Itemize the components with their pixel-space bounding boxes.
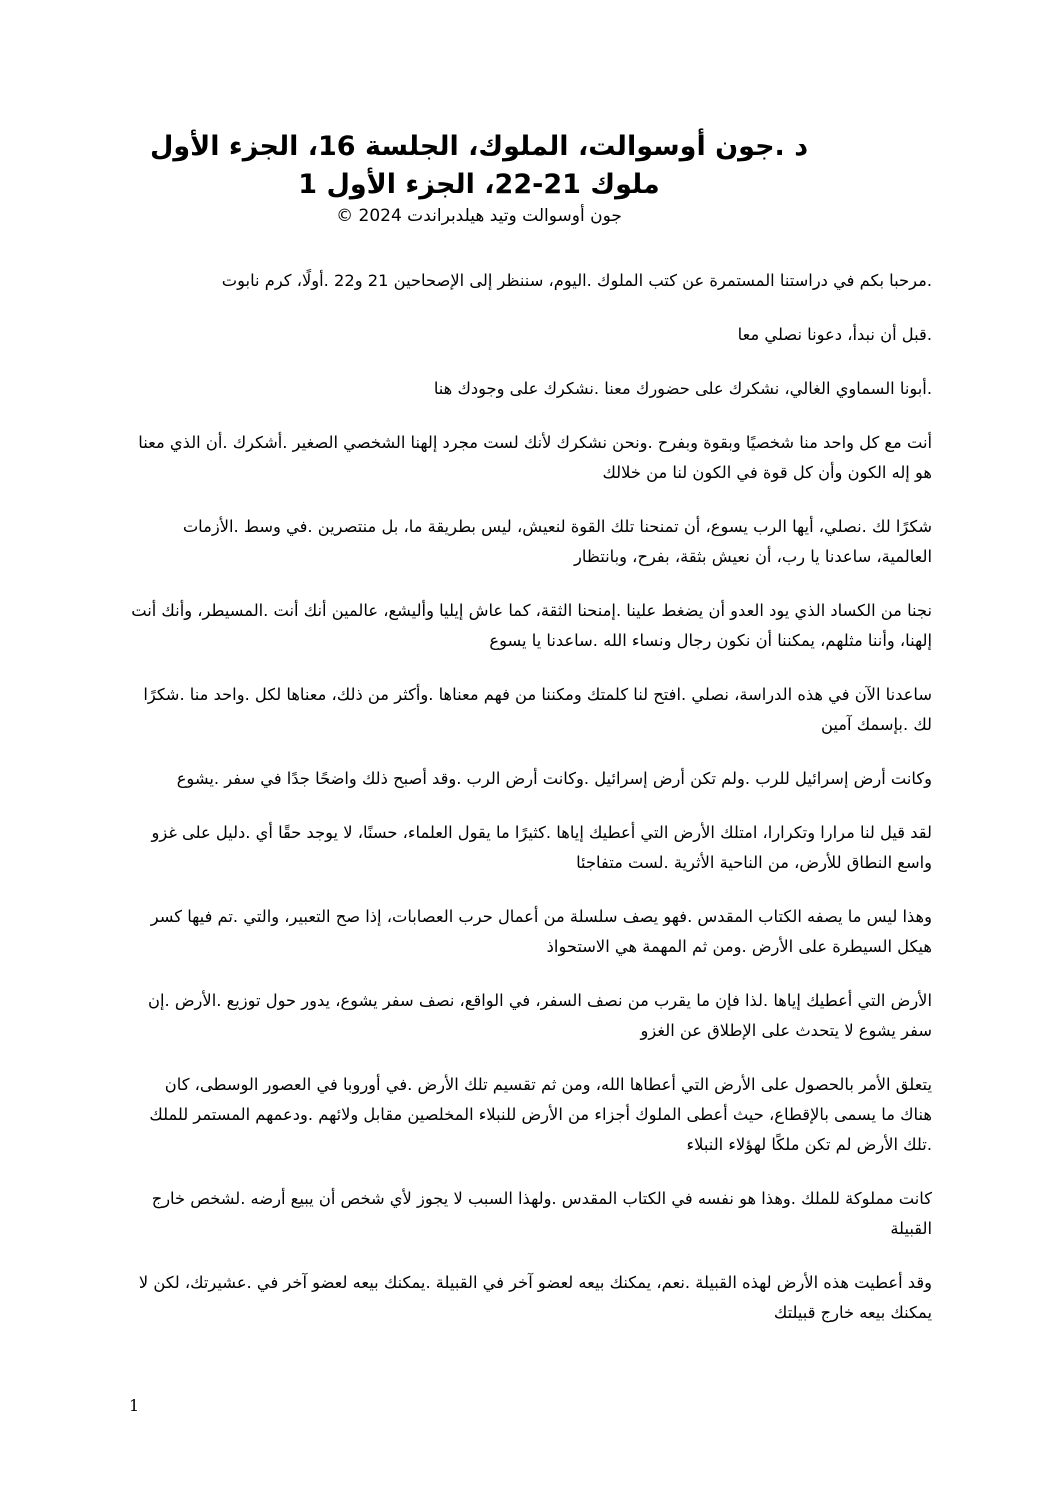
title-line-2: ملوك 21-22، الجزء الأول 1 xyxy=(298,169,660,200)
title-line-1: د .جون أوسوالت، الملوك، الجلسة 16، الجزء الأول xyxy=(149,131,809,162)
paragraph: وهذا ليس ما يصفه الكتاب المقدس .فهو يصف سلسلة من أعمال حرب العصابات، إذا صح التعبير، والتي .تم فيها كسر هيكل السيطرة على الأرض .ومن ثم المهمة هي الاستحواذ xyxy=(150,907,932,956)
paragraph: أنت مع كل واحد منا شخصيًا وبقوة وبفرح .ونحن نشكرك لأنك لست مجرد إلهنا الشخصي الصغير .أشكرك .أن الذي معنا هو إله الكون وأن كل قوة في الكون لنا من خلالك xyxy=(138,433,932,482)
paragraph: .أبونا السماوي الغالي، نشكرك على حضورك معنا .نشكرك على وجودك هنا xyxy=(433,379,932,398)
paragraph: نجنا من الكساد الذي يود العدو أن يضغط علينا .إمنحنا الثقة، كما عاش إيليا وأليشع، عالمين أنك أنت .المسيطر، وأنك أنت إلهنا، وأننا مثلهم، يمكننا أن نكون رجال ونساء الله .ساعدنا يا يسوع xyxy=(131,601,932,650)
paragraph: .قبل أن نبدأ، دعونا نصلي معا xyxy=(737,325,932,344)
paragraph: كانت مملوكة للملك .وهذا هو نفسه في الكتاب المقدس .ولهذا السبب لا يجوز لأي شخص أن يبيع أرضه .لشخص خارج القبيلة xyxy=(151,1189,932,1238)
page-number: 1 xyxy=(129,1396,140,1415)
paragraph: شكرًا لك .نصلي، أيها الرب يسوع، أن تمنحنا تلك القوة لنعيش، ليس بطريقة ما، بل منتصرين .في وسط .الأزمات العالمية، ساعدنا يا رب، أن نعيش بثقة، بفرح، وبانتظار xyxy=(182,517,932,566)
paragraph: الأرض التي أعطيك إياها .لذا فإن ما يقرب من نصف السفر، في الواقع، نصف سفر يشوع، يدور حول توزيع .الأرض .إن سفر يشوع لا يتحدث على الإطلاق عن الغزو xyxy=(148,991,932,1040)
paragraph: لقد قيل لنا مرارا وتكرارا، امتلك الأرض التي أعطيك إياها .كثيرًا ما يقول العلماء، حسنًا، لا يوجد حقًا أي .دليل على غزو واسع النطاق للأرض، من الناحية الأثرية .لست متفاجئا xyxy=(151,823,932,872)
copyright-line: جون أوسوالت وتيد هيلدبراندت 2024 © xyxy=(336,206,622,226)
paragraph: يتعلق الأمر بالحصول على الأرض التي أعطاها الله، ومن ثم تقسيم تلك الأرض .في أوروبا في العصور الوسطى، كان هناك ما يسمى بالإقطاع، حيث أعطى الملوك أجزاء من الأرض للنبلاء المخلصين مقابل ولائهم .ودعمهم المستمر للملك .تلك الأرض لم تكن ملكًا لهؤلاء النبلاء xyxy=(149,1075,932,1154)
paragraph: ساعدنا الآن في هذه الدراسة، نصلي .افتح لنا كلمتك ومكننا من فهم معناها .وأكثر من ذلك، معناها لكل .واحد منا .شكرًا لك .بإسمك آمين xyxy=(143,685,932,734)
paragraph: .مرحبا بكم في دراستنا المستمرة عن كتب الملوك .اليوم، سننظر إلى الإصحاحين 21 و22 .أولًا، كرم نابوت xyxy=(221,271,932,290)
paragraph: وكانت أرض إسرائيل للرب .ولم تكن أرض إسرائيل .وكانت أرض الرب .وقد أصبح ذلك واضحًا جدًا في سفر .يشوع xyxy=(176,769,932,788)
document-body xyxy=(128,266,932,1352)
paragraph: وقد أعطيت هذه الأرض لهذه القبيلة .نعم، يمكنك بيعه لعضو آخر في القبيلة .يمكنك بيعه لعضو آخر في .عشيرتك، لكن لا يمكنك بيعه خارج قبيلتك xyxy=(138,1273,932,1322)
document-header xyxy=(120,128,838,228)
